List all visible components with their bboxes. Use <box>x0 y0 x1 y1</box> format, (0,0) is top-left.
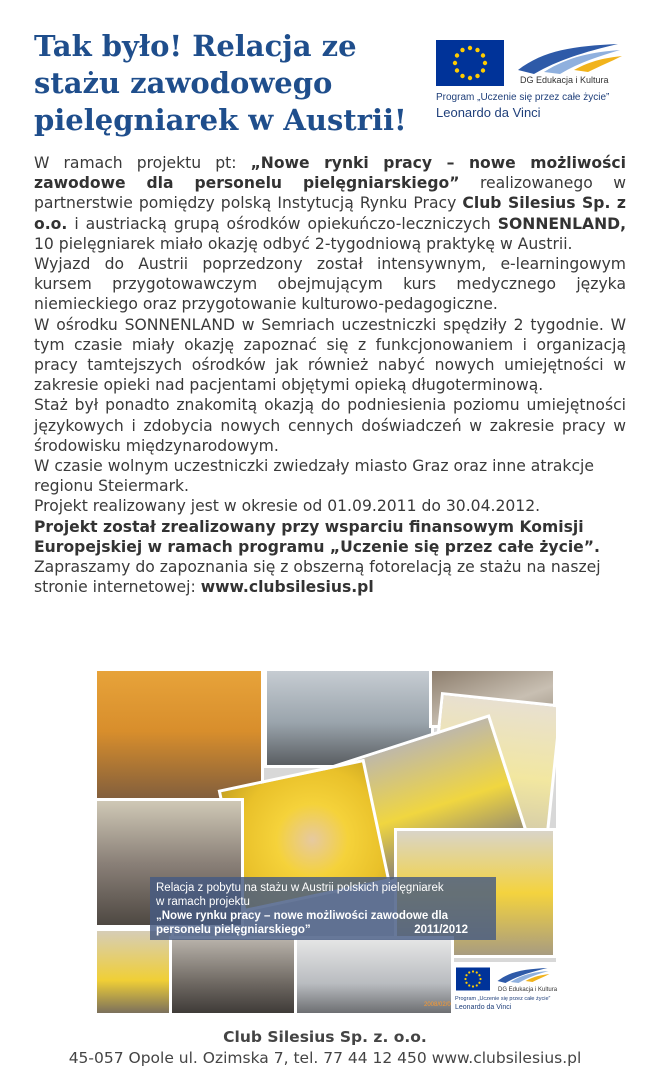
article-body <box>34 153 626 597</box>
eu-program-label: Program „Uczenie się przez całe życie” <box>436 92 610 103</box>
article-paragraph-7: Projekt został zrealizowany przy wsparciu finansowym Komisji Europejskiej w ramach programu „Uczenie się przez całe życie”. <box>34 517 600 556</box>
mini-leonardo-swoosh-icon <box>494 966 552 988</box>
photo-fountain <box>169 936 299 1016</box>
eu-star <box>472 970 474 972</box>
eu-star <box>468 971 470 973</box>
caption-year: 2011/2012 <box>414 924 468 936</box>
caption-line-3: „Nowe rynku pracy – nowe możliwości zawodowe dla personelu pielęgniarskiego” <box>156 910 449 936</box>
eu-flag-icon <box>436 40 504 86</box>
article-paragraph-6: Projekt realizowany jest w okresie od 01.09.2011 do 30.04.2012. <box>34 497 541 516</box>
eu-dg-label: DG Edukacja i Kultura <box>520 75 609 85</box>
eu-star <box>475 74 479 78</box>
eu-star <box>472 985 474 987</box>
eu-star <box>475 48 479 52</box>
eu-star <box>465 974 467 976</box>
caption-line-2: w ramach projektu <box>156 896 250 908</box>
footer-company: Club Silesius Sp. z. o.o. <box>223 1028 427 1046</box>
mini-eu-flag-icon <box>456 967 490 991</box>
mini-leonardo-label: Leonardo da Vinci <box>455 1004 512 1011</box>
eu-star <box>464 978 466 980</box>
eu-star <box>483 61 487 65</box>
eu-star <box>455 53 459 57</box>
caption-line-1: Relacja z pobytu na stażu w Austrii polskich pielęgniarek <box>156 882 444 894</box>
website-link[interactable]: www.clubsilesius.pl <box>200 578 374 597</box>
eu-star <box>468 76 472 80</box>
photo-date-stamp: 2008/02/0 <box>424 1002 451 1008</box>
eu-star <box>453 61 457 65</box>
mini-dg-label: DG Edukacja i Kultura <box>498 987 558 993</box>
eu-star <box>478 982 480 984</box>
mini-program-label: Program „Uczenie się przez całe życie” <box>455 996 551 1002</box>
footer-address: 45-057 Opole ul. Ozimska 7, tel. 77 44 12 450 www.clubsilesius.pl <box>68 1049 582 1067</box>
photo-nurses-bottom <box>94 928 174 1016</box>
leonardo-label: Leonardo da Vinci <box>436 105 541 120</box>
article-paragraph-3: W ośrodku SONNENLAND w Semriach uczestniczki spędziły 2 tygodnie. W tym czasie miały okazję zapoznać się z funkcjonowaniem i organizacją pracy tamtejszych ośrodków jak również nabyć nowych umiejętności w zakresie opieki nad pacjentami objętymi opieką długoterminową. <box>34 315 626 395</box>
article-paragraph-5: W czasie wolnym uczestniczki zwiedzały miasto Graz oraz inne atrakcje regionu Steiermark. <box>34 457 594 496</box>
eu-star <box>479 978 481 980</box>
page-title: Tak było! Relacja ze stażu zawodowego pielęgniarek w Austrii! <box>34 29 407 137</box>
article-paragraph-8: Zapraszamy do zapoznania się z obszerną fotorelacją ze stażu na naszej stronie internetowej: www.clubsilesius.pl <box>34 558 601 597</box>
mini-eu-logo <box>452 962 556 1016</box>
collage-caption <box>150 877 496 940</box>
eu-star <box>455 68 459 72</box>
eu-star <box>481 53 485 57</box>
eu-star <box>476 971 478 973</box>
eu-star <box>465 982 467 984</box>
eu-star <box>468 46 472 50</box>
article-paragraph-4: Staż był ponadto znakomitą okazją do podniesienia poziomu umiejętności językowych i zdobycia nowych cennych doświadczeń w zakresie pracy w środowisku międzynarodowym. <box>34 396 626 455</box>
eu-star <box>476 984 478 986</box>
eu-star <box>460 48 464 52</box>
eu-star <box>460 74 464 78</box>
article-paragraph-2: Wyjazd do Austrii poprzedzony został intensywnym, e-learningowym kursem przygotowawczym obejmującym kurs medycznego języka niemieckiego oraz przygotowanie kulturowo-pedagogiczne. <box>34 255 626 314</box>
eu-star <box>481 68 485 72</box>
eu-star <box>468 984 470 986</box>
eu-star <box>478 974 480 976</box>
article-paragraph-1: W ramach projektu pt: „Nowe rynki pracy – nowe możliwości zawodowe dla personelu pielęgniarskiego” realizowanego w partnerstwie pomiędzy polską Instytucją Rynku Pracy Club Silesius Sp. z o.o. i austriacką grupą ośrodków opiekuńczo-leczniczych SONNENLAND, 10 pielęgniarek miało okazję odbyć 2-tygodniową praktykę w Austrii. <box>34 154 626 253</box>
eu-program-logo <box>436 40 626 124</box>
